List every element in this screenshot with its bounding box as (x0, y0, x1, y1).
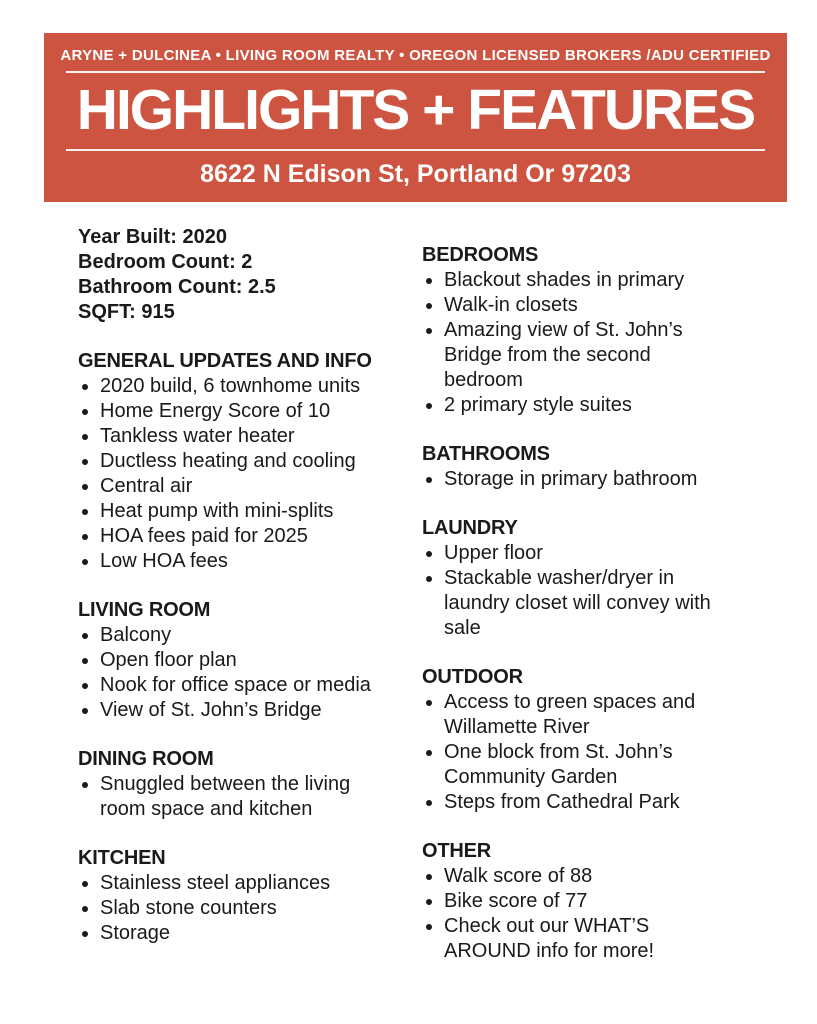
broker-tagline: ARYNE + DULCINEA • LIVING ROOM REALTY • OREGON LICENSED BROKERS /ADU CERTIFIED (60, 47, 771, 64)
section-general-updates-and-info (78, 349, 378, 574)
section-heading: DINING ROOM (78, 748, 214, 770)
bullet-item: • Slab stone counters (100, 896, 378, 921)
section-bathrooms (422, 442, 714, 492)
bullet-list (78, 871, 378, 946)
bullet-item: • Open floor plan (100, 648, 378, 673)
bullet-list (422, 690, 714, 815)
fact-line: SQFT: 915 (78, 301, 175, 323)
bullet-item: • Steps from Cathedral Park (444, 790, 714, 815)
section-outdoor (422, 665, 714, 815)
section-kitchen (78, 846, 378, 946)
section-heading: BATHROOMS (422, 443, 550, 465)
bullet-list (78, 623, 378, 723)
fact-line: Bedroom Count: 2 (78, 251, 253, 273)
bullet-item: • Storage in primary bathroom (444, 467, 714, 492)
section-heading: OTHER (422, 840, 492, 862)
bullet-list (78, 772, 378, 822)
section-heading: BEDROOMS (422, 244, 539, 266)
bullet-item: • Bike score of 77 (444, 889, 714, 914)
bullet-item: • Home Energy Score of 10 (100, 399, 378, 424)
bullet-item: • Walk-in closets (444, 293, 714, 318)
bullet-item: • Stainless steel appliances (100, 871, 378, 896)
column-right (422, 243, 714, 964)
section-heading: LAUNDRY (422, 517, 518, 539)
banner (44, 33, 787, 202)
bullet-item: • Walk score of 88 (444, 864, 714, 889)
section-laundry (422, 516, 714, 641)
section-heading: KITCHEN (78, 847, 166, 869)
section-dining-room (78, 747, 378, 822)
section-heading: OUTDOOR (422, 666, 523, 688)
bullet-item: • Amazing view of St. John’s Bridge from the second bedroom (444, 318, 714, 393)
column-left (78, 225, 378, 946)
bullet-list (78, 374, 378, 574)
bullet-item: • Central air (100, 474, 378, 499)
bullet-item: • Ductless heating and cooling (100, 449, 378, 474)
flyer-title: HIGHLIGHTS + FEATURES (76, 78, 755, 142)
section-bedrooms (422, 243, 714, 418)
property-facts (78, 225, 378, 325)
banner-divider-bottom (66, 149, 765, 151)
bullet-item: • View of St. John’s Bridge (100, 698, 378, 723)
bullet-item: • 2020 build, 6 townhome units (100, 374, 378, 399)
section-heading: LIVING ROOM (78, 599, 211, 621)
bullet-list (422, 268, 714, 418)
bullet-list (422, 864, 714, 964)
bullet-item: • Stackable washer/dryer in laundry closet will convey with sale (444, 566, 714, 641)
bullet-item: • Snuggled between the living room space and kitchen (100, 772, 378, 822)
bullet-item: • Low HOA fees (100, 549, 378, 574)
bullet-list (422, 467, 714, 492)
bullet-list (422, 541, 714, 641)
property-address: 8622 N Edison St, Portland Or 97203 (200, 160, 631, 188)
section-heading: GENERAL UPDATES AND INFO (78, 350, 372, 372)
bullet-item: • Access to green spaces and Willamette River (444, 690, 714, 740)
bullet-item: • Upper floor (444, 541, 714, 566)
bullet-item: • Storage (100, 921, 378, 946)
bullet-item: • Tankless water heater (100, 424, 378, 449)
bullet-item: • 2 primary style suites (444, 393, 714, 418)
section-living-room (78, 598, 378, 723)
bullet-item: • One block from St. John’s Community Garden (444, 740, 714, 790)
banner-divider-top (66, 71, 765, 73)
fact-line: Year Built: 2020 (78, 226, 227, 248)
bullet-item: • Balcony (100, 623, 378, 648)
bullet-item: • Nook for office space or media (100, 673, 378, 698)
bullet-item: • HOA fees paid for 2025 (100, 524, 378, 549)
bullet-item: • Blackout shades in primary (444, 268, 714, 293)
section-other (422, 839, 714, 964)
fact-line: Bathroom Count: 2.5 (78, 276, 276, 298)
bullet-item: • Heat pump with mini-splits (100, 499, 378, 524)
bullet-item: • Check out our WHAT’S AROUND info for more! (444, 914, 714, 964)
